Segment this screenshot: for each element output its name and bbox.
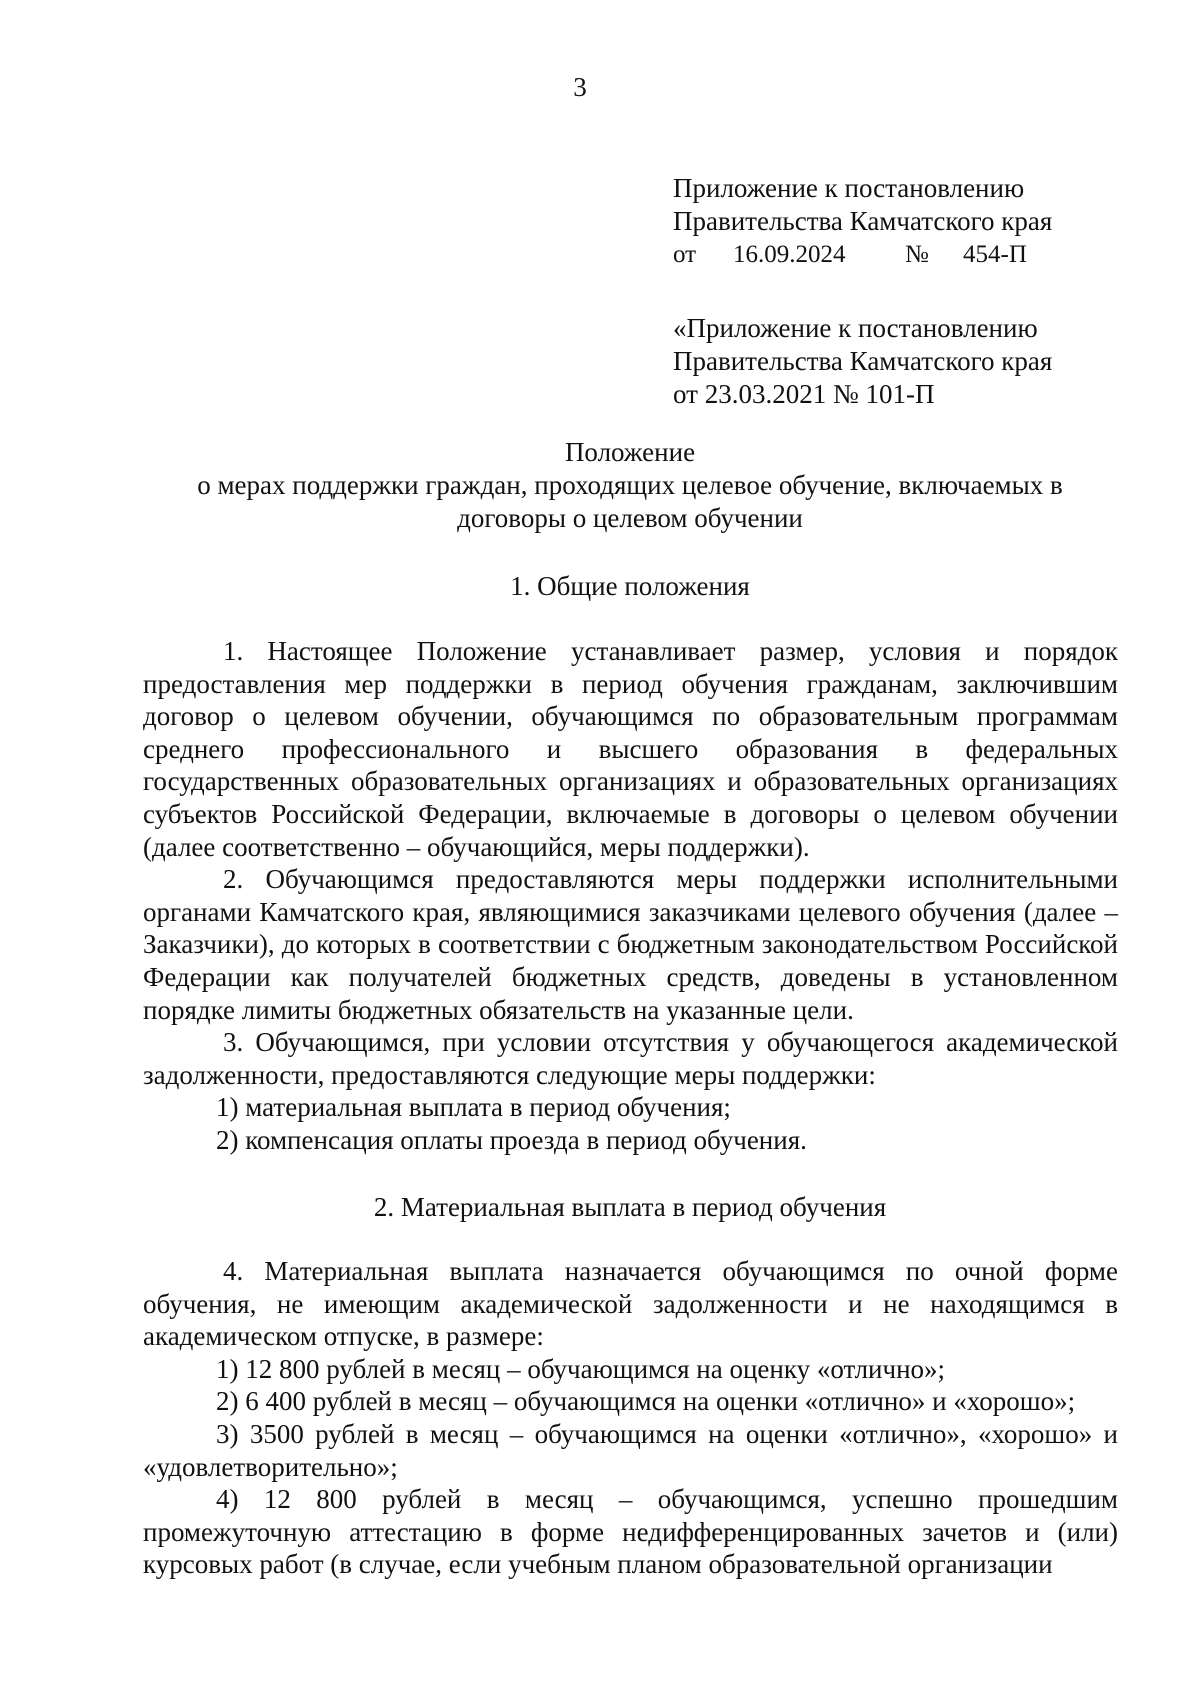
list-item: 2) 6 400 рублей в месяц – обучающимся на оценки «отлично» и «хорошо»; <box>216 1386 1076 1417</box>
section-body <box>143 1255 1118 1581</box>
appendix-line: «Приложение к постановлению <box>673 313 1038 343</box>
resolution-date: 16.09.2024 <box>733 241 846 268</box>
page-number: 3 <box>573 72 587 102</box>
appendix-line: от 23.03.2021 № 101-П <box>673 379 935 409</box>
list-item: 3) 3500 рублей в месяц – обучающимся на оценки «отлично», «хорошо» и «удовлетворительно»; <box>143 1418 1118 1482</box>
appendix-date-line <box>673 238 1153 271</box>
title-line: о мерах поддержки граждан, проходящих целевое обучение, включаемых в <box>197 470 1063 500</box>
paragraph: 1. Настоящее Положение устанавливает размер, условия и порядок предоставления мер поддержки в период обучения гражданам, заключившим договор о целевом обучении, обучающимся по образовательным программам среднего профессионального и высшего образования в федеральных государственных образовательных организациях и образовательных организациях субъектов Российской Федерации, включаемые в договоры о целевом обучении (далее соответственно – обучающийся, меры поддержки). <box>143 636 1118 862</box>
resolution-number: 454-П <box>963 241 1027 268</box>
paragraph: 4. Материальная выплата назначается обучающимся по очной форме обучения, не имеющим академической задолженности и не находящимся в академическом отпуске, в размере: <box>143 1256 1118 1352</box>
section-body <box>143 635 1118 1157</box>
list-item: 1) материальная выплата в период обучения; <box>216 1092 731 1123</box>
paragraph: 3. Обучающимся, при условии отсутствия у обучающегося академической задолженности, предоставляются следующие меры поддержки: <box>143 1027 1118 1090</box>
appendix-line: Правительства Камчатского края <box>673 346 1053 376</box>
document-title <box>140 436 1120 535</box>
paragraph: 2. Обучающимся предоставляются меры поддержки исполнительными органами Камчатского края, являющимися заказчиками целевого обучения (далее – Заказчики), до которых в соответствии с бюджетным законодательством Российской Федерации как получателей бюджетных средств, доведены в установленном порядке лимиты бюджетных обязательств на указанные цели. <box>143 864 1118 1025</box>
list-item: 1) 12 800 рублей в месяц – обучающимся на оценку «отлично»; <box>216 1353 946 1384</box>
section-heading: 2. Материальная выплата в период обучения <box>373 1192 887 1222</box>
appendix-line: Приложение к постановлению <box>673 173 1025 203</box>
title-line: договоры о целевом обучении <box>457 503 803 533</box>
appendix-line: Правительства Камчатского края <box>673 206 1053 236</box>
title-line: Положение <box>564 437 696 467</box>
section-heading: 1. Общие положения <box>510 571 750 601</box>
from-label: от <box>673 241 697 268</box>
appendix-current-header <box>673 172 1153 271</box>
appendix-original-header <box>673 312 1153 411</box>
list-item: 4) 12 800 рублей в месяц – обучающимся, успешно прошедшим промежуточную аттестацию в форме недифференцированных зачетов и (или) курсовых работ (в случае, если учебным планом образовательной организации <box>143 1484 1118 1580</box>
list-item: 2) компенсация оплаты проезда в период обучения. <box>216 1124 807 1155</box>
number-sign: № <box>905 241 929 268</box>
